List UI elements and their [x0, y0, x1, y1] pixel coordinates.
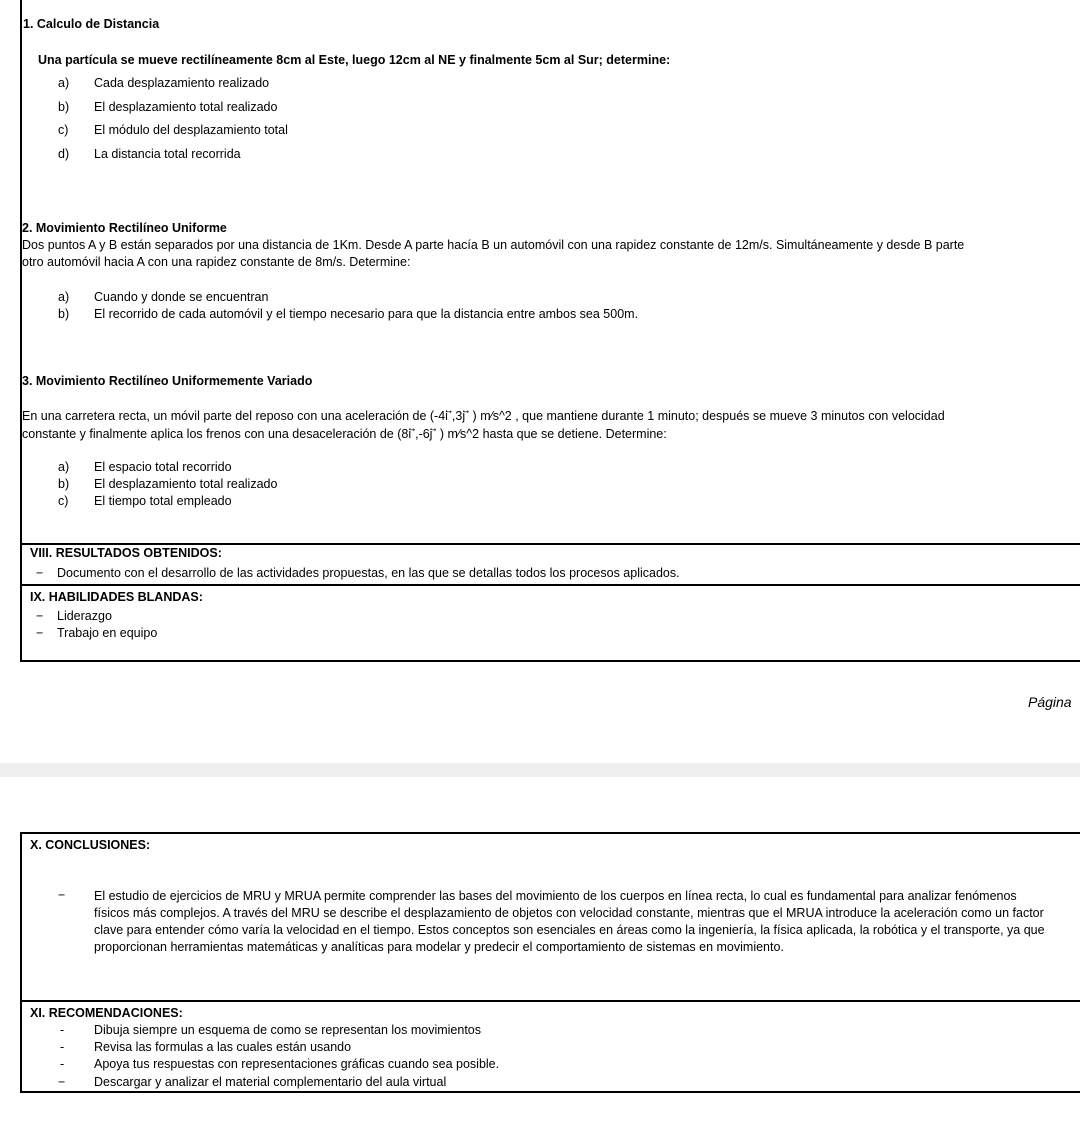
soft-skills-item-1: Liderazgo — [57, 609, 112, 623]
section-1-item-b-marker: b) — [58, 100, 70, 114]
section-1-item-c: El módulo del desplazamiento total — [94, 123, 288, 137]
recommendations-top-border — [20, 1000, 1080, 1002]
page-1-left-border — [20, 0, 22, 662]
page-2-left-border — [20, 832, 22, 1093]
recommendation-3: Apoya tus respuestas con representaciones gráficas cuando sea posible. — [94, 1057, 500, 1071]
soft-skills-title: IX. HABILIDADES BLANDAS: — [30, 590, 203, 604]
section-3-statement-line-1: En una carretera recta, un móvil parte del reposo con una aceleración de (-4i ⃗,3j ⃗ ) m⁄s^2 , que mantiene durante 1 minuto; después se mueve 3 minutos con velocidad — [22, 409, 945, 423]
section-2-item-a-marker: a) — [58, 290, 70, 304]
section-1-item-b: El desplazamiento total realizado — [94, 100, 278, 114]
section-1-item-a: Cada desplazamiento realizado — [94, 76, 270, 90]
soft-skills-bottom-border — [20, 660, 1080, 662]
section-2-item-b: El recorrido de cada automóvil y el tiempo necesario para que la distancia entre ambos sea 500m. — [94, 307, 639, 321]
section-3-item-a-marker: a) — [58, 460, 70, 474]
section-2-title: 2. Movimiento Rectilíneo Uniforme — [22, 221, 227, 235]
section-3-statement-line-2: constante y finalmente aplica los frenos con una desaceleración de (8i ⃗,-6j ⃗ ) m⁄s^2 hasta que se detiene. Determine: — [22, 427, 667, 441]
page-separator — [0, 763, 1080, 777]
section-3-item-a: El espacio total recorrido — [94, 460, 232, 474]
recommendation-4: Descargar y analizar el material complementario del aula virtual — [94, 1075, 447, 1089]
soft-skills-top-border — [20, 584, 1080, 586]
recommendation-2-marker: - — [60, 1040, 65, 1054]
recommendations-bottom-border — [20, 1091, 1080, 1093]
recommendation-1: Dibuja siempre un esquema de como se representan los movimientos — [94, 1023, 481, 1037]
section-1-item-d: La distancia total recorrida — [94, 147, 241, 161]
section-2-statement-line-2: otro automóvil hacia A con una rapidez constante de 8m/s. Determine: — [22, 255, 411, 269]
soft-skills-item-2: Trabajo en equipo — [57, 626, 158, 640]
recommendation-1-marker: - — [60, 1023, 65, 1037]
page-footer-label: Página — [1028, 694, 1072, 710]
recommendation-4-marker: − — [58, 1075, 66, 1089]
conclusions-title: X. CONCLUSIONES: — [30, 838, 151, 852]
recommendations-title: XI. RECOMENDACIONES: — [30, 1006, 183, 1020]
results-item-marker: − — [36, 566, 44, 580]
section-3-item-b: El desplazamiento total realizado — [94, 477, 278, 491]
results-top-border — [20, 543, 1080, 545]
section-2-item-b-marker: b) — [58, 307, 70, 321]
section-3-title: 3. Movimiento Rectilíneo Uniformemente Variado — [22, 374, 313, 388]
section-1-item-d-marker: d) — [58, 147, 70, 161]
section-2-statement-line-1: Dos puntos A y B están separados por una distancia de 1Km. Desde A parte hacía B un automóvil con una rapidez constante de 12m/s. Simultáneamente y desde B parte — [22, 238, 965, 252]
conclusions-top-border — [20, 832, 1080, 834]
soft-skills-item-1-marker: − — [36, 609, 44, 623]
results-item: Documento con el desarrollo de las actividades propuestas, en las que se detallas todos los procesos aplicados. — [57, 566, 680, 580]
section-1-item-a-marker: a) — [58, 76, 70, 90]
recommendation-3-marker: - — [60, 1057, 65, 1071]
section-1-item-c-marker: c) — [58, 123, 69, 137]
section-3-item-b-marker: b) — [58, 477, 70, 491]
results-title: VIII. RESULTADOS OBTENIDOS: — [30, 546, 222, 560]
section-3-item-c: El tiempo total empleado — [94, 494, 232, 508]
conclusions-text: El estudio de ejercicios de MRU y MRUA permite comprender las bases del movimiento de los cuerpos en línea recta, lo cual es fundamental para analizar fenómenos físicos más complejos. A través del MRU se describe el desplazamiento de objetos con velocidad constante, mientras que el MRUA introduce la aceleración como un factor clave para entender cómo varía la velocidad en el tiempo. Estos conceptos son esenciales en áreas como la ingeniería, la física aplicada, la robótica y el transporte, ya que proporcionan herramientas matemáticas y analíticas para modelar y predecir el comportamiento de sistemas en movimiento. — [94, 889, 1045, 954]
recommendation-2: Revisa las formulas a las cuales están usando — [94, 1040, 352, 1054]
section-3-item-c-marker: c) — [58, 494, 69, 508]
soft-skills-item-2-marker: − — [36, 626, 44, 640]
conclusions-marker: − — [58, 888, 66, 902]
section-1-title: 1. Calculo de Distancia — [23, 17, 160, 31]
section-1-statement: Una partícula se mueve rectilíneamente 8cm al Este, luego 12cm al NE y finalmente 5cm al Sur; determine: — [38, 53, 671, 67]
section-2-item-a: Cuando y donde se encuentran — [94, 290, 269, 304]
